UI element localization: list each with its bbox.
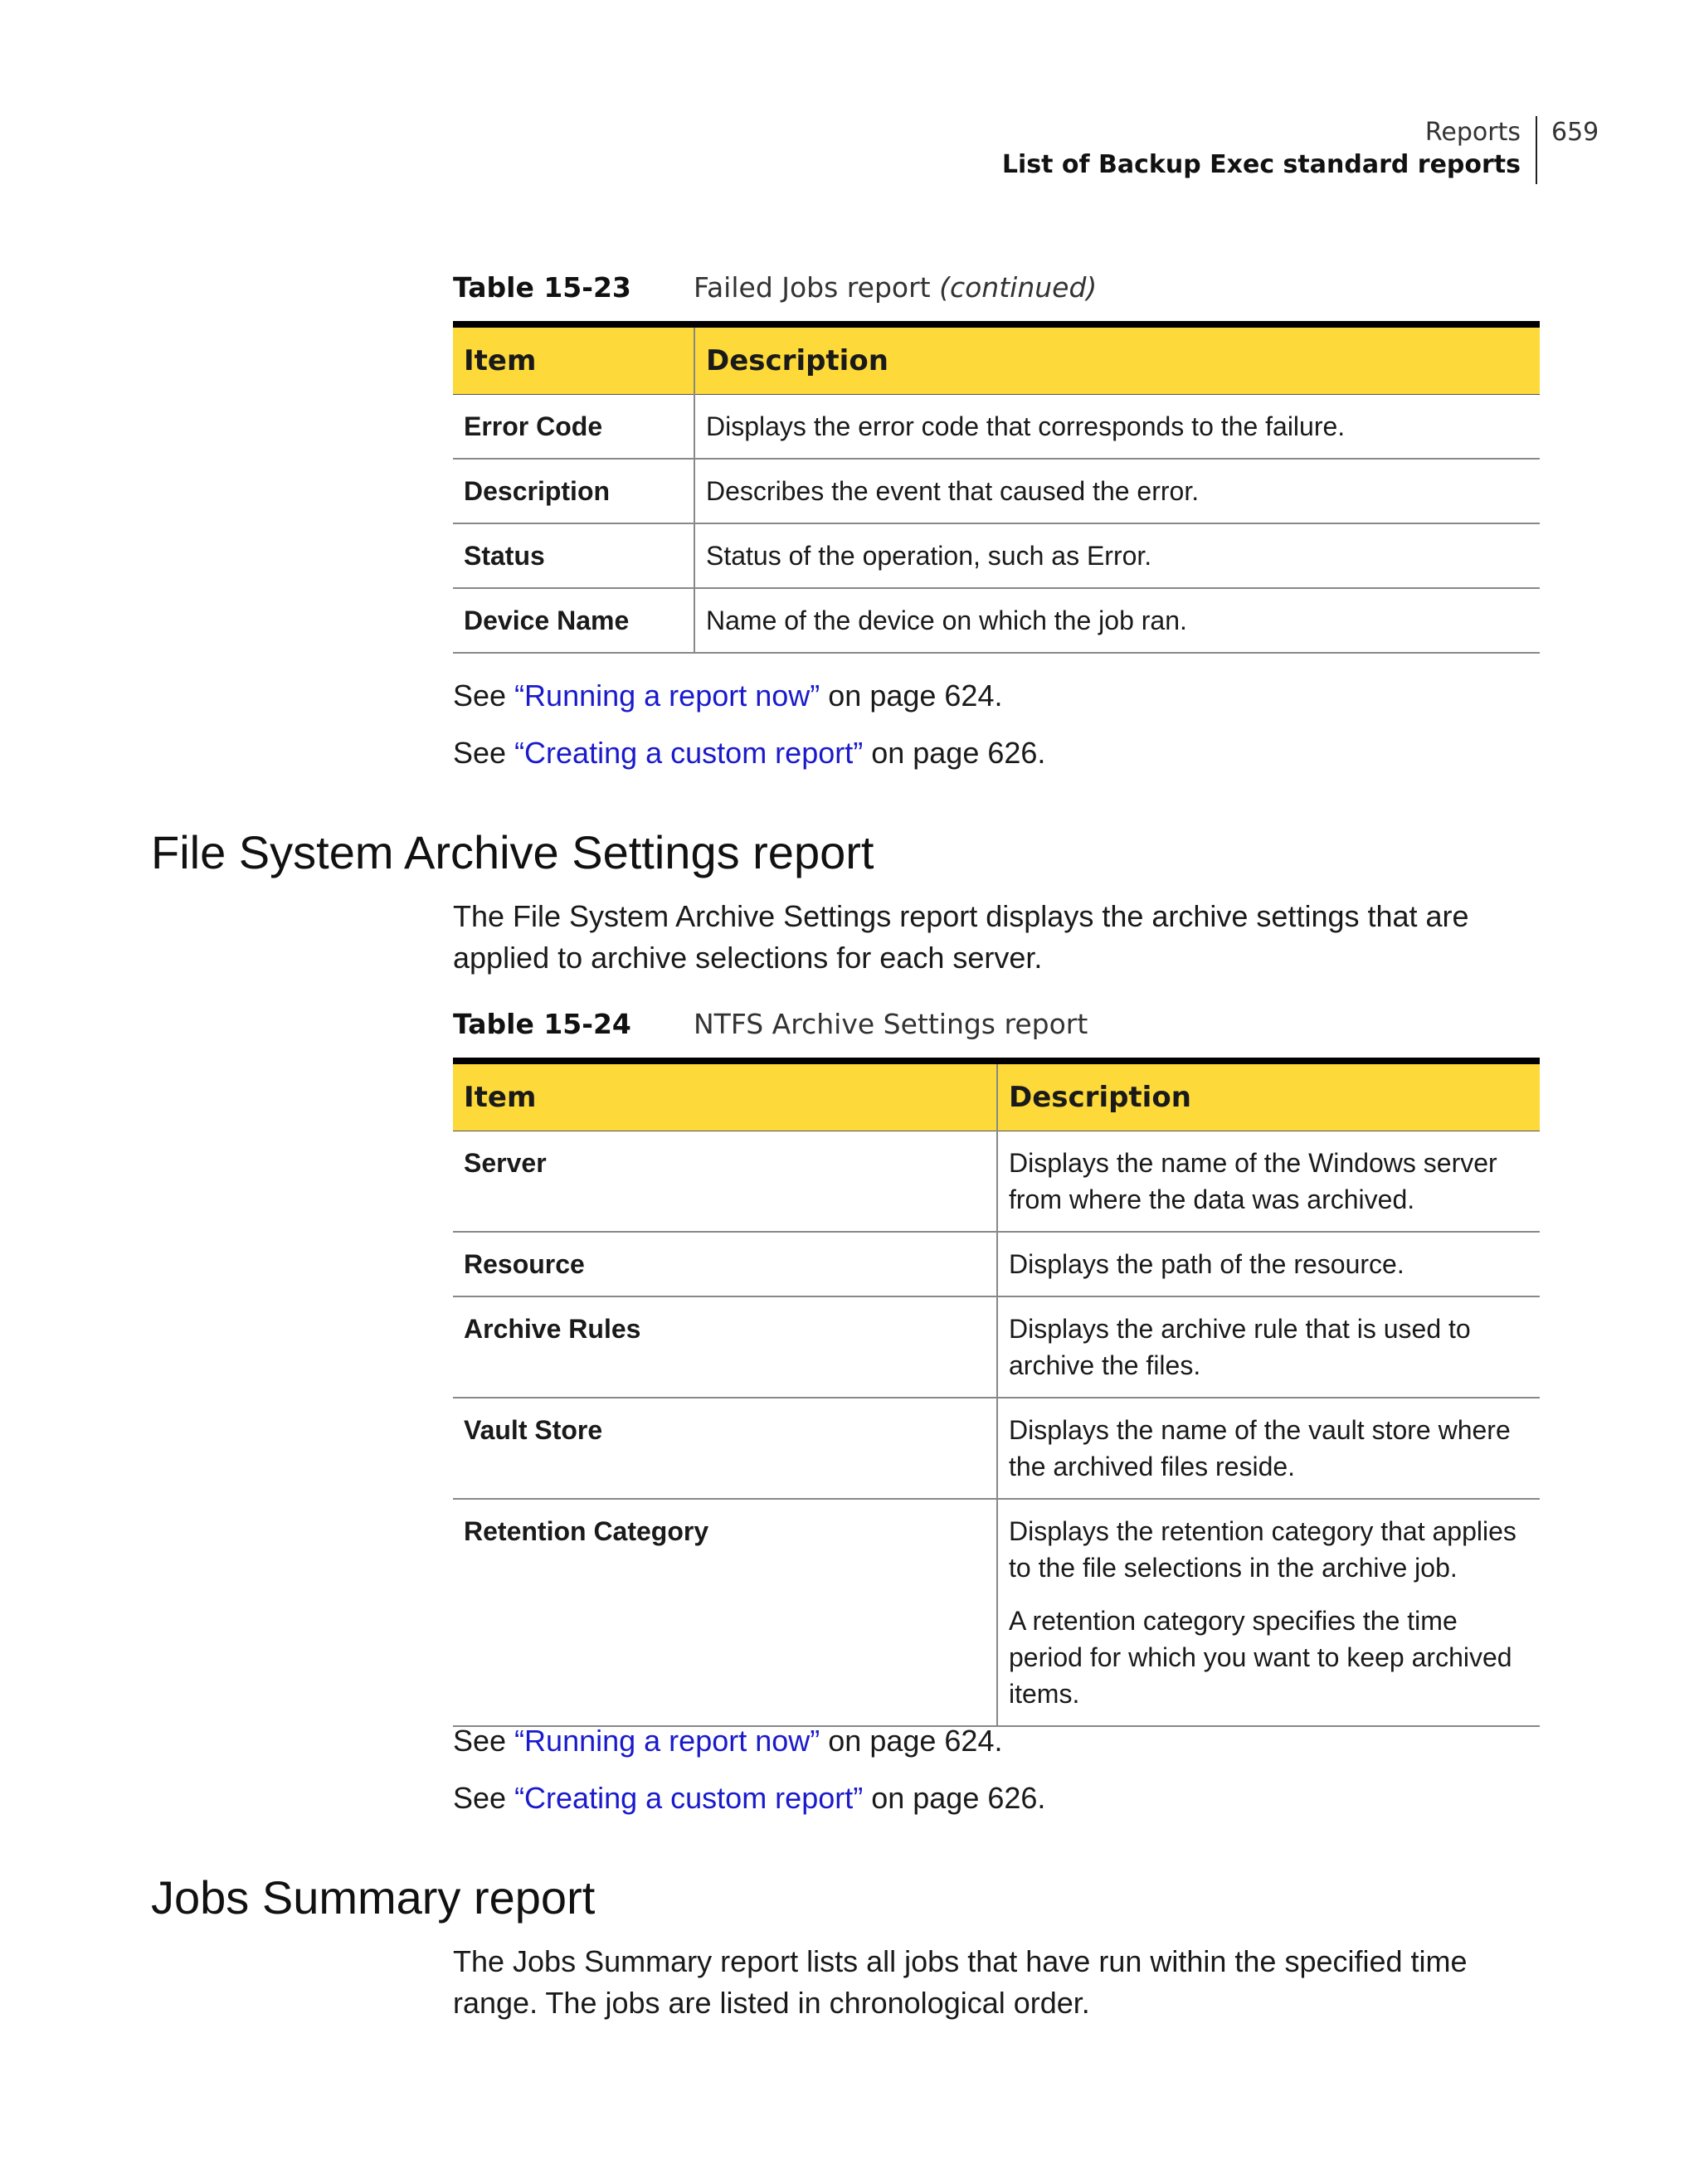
- row-item: Resource: [453, 1232, 997, 1296]
- references-block-1: [453, 676, 1540, 773]
- custom-report-link[interactable]: “Creating a custom report”: [514, 1781, 864, 1815]
- row-description: [997, 1131, 1540, 1233]
- failed-jobs-table: [453, 321, 1540, 654]
- row-item: Vault Store: [453, 1398, 997, 1499]
- description-paragraph: Displays the retention category that applies to the file selections in the archive job.: [1009, 1516, 1516, 1583]
- row-description: Name of the device on which the job ran.: [694, 588, 1540, 653]
- table-number: Table 15-23: [453, 271, 631, 304]
- row-description: Status of the operation, such as Error.: [694, 523, 1540, 588]
- header-subsection: List of Backup Exec standard reports: [1001, 150, 1521, 179]
- section-body-block: [453, 1941, 1540, 2024]
- header-section: Reports: [1424, 118, 1521, 147]
- row-item: Error Code: [453, 395, 694, 460]
- section-body: The Jobs Summary report lists all jobs that have run within the specified time range. The jobs are listed in chronological order.: [453, 1944, 1468, 2020]
- cross-reference: [453, 1721, 1540, 1761]
- description-paragraph: A retention category specifies the time period for which you want to keep archived items.: [1009, 1606, 1512, 1709]
- section-body: The File System Archive Settings report displays the archive settings that are applied to archive selections for each server.: [453, 899, 1469, 975]
- table-row: [453, 459, 1540, 523]
- row-item: Archive Rules: [453, 1296, 997, 1398]
- row-description: [997, 1398, 1540, 1499]
- ref-suffix: on page 624.: [820, 1724, 1003, 1758]
- row-item: Status: [453, 523, 694, 588]
- page-number: 659: [1551, 118, 1599, 147]
- row-item: Device Name: [453, 588, 694, 653]
- table-15-24-block: [453, 1006, 1540, 1727]
- column-header-description: Description: [997, 1061, 1540, 1131]
- table-row: [453, 523, 1540, 588]
- row-description: Describes the event that caused the error.: [694, 459, 1540, 523]
- description-paragraph: Displays the name of the Windows server from where the data was archived.: [1009, 1148, 1497, 1214]
- column-header-description: Description: [694, 324, 1540, 395]
- table-row: [453, 1499, 1540, 1726]
- row-item: Server: [453, 1131, 997, 1233]
- ref-prefix: See: [453, 1781, 515, 1815]
- ref-suffix: on page 624.: [820, 679, 1003, 713]
- table-row: [453, 1296, 1540, 1398]
- section-body-block: [453, 896, 1540, 979]
- row-description: [997, 1499, 1540, 1726]
- table-15-23-block: [453, 270, 1540, 654]
- table-row: [453, 588, 1540, 653]
- running-report-link[interactable]: “Running a report now”: [514, 1724, 820, 1758]
- column-header-item: Item: [453, 1061, 997, 1131]
- ref-suffix: on page 626.: [863, 736, 1046, 770]
- row-item: Description: [453, 459, 694, 523]
- table-row: [453, 1398, 1540, 1499]
- table-title: NTFS Archive Settings report: [694, 1008, 1088, 1040]
- section-heading: Jobs Summary report: [151, 1871, 596, 1924]
- ref-prefix: See: [453, 1724, 515, 1758]
- table-caption: [453, 1006, 1540, 1043]
- table-row: [453, 1131, 1540, 1233]
- description-paragraph: Displays the archive rule that is used to archive the files.: [1009, 1314, 1471, 1380]
- table-number: Table 15-24: [453, 1008, 631, 1040]
- row-item: Retention Category: [453, 1499, 997, 1726]
- table-row: [453, 395, 1540, 460]
- column-header-item: Item: [453, 324, 694, 395]
- row-description: Displays the error code that corresponds to the failure.: [694, 395, 1540, 460]
- table-title: Failed Jobs report: [694, 271, 931, 304]
- description-paragraph: Displays the name of the vault store where the archived files reside.: [1009, 1415, 1511, 1481]
- table-title-wrap: [694, 270, 1097, 306]
- table-row: [453, 1232, 1540, 1296]
- row-description: [997, 1296, 1540, 1398]
- references-block-2: [453, 1721, 1540, 1818]
- running-report-link[interactable]: “Running a report now”: [514, 679, 820, 713]
- description-paragraph: Displays the path of the resource.: [1009, 1249, 1404, 1279]
- cross-reference: [453, 1778, 1540, 1818]
- row-description: [997, 1232, 1540, 1296]
- cross-reference: [453, 733, 1540, 773]
- table-header-row: [453, 324, 1540, 395]
- table-title-suffix: (continued): [939, 271, 1098, 304]
- section-heading: File System Archive Settings report: [151, 826, 874, 878]
- ref-prefix: See: [453, 736, 515, 770]
- ref-prefix: See: [453, 679, 515, 713]
- table-caption: [453, 270, 1540, 306]
- custom-report-link[interactable]: “Creating a custom report”: [514, 736, 864, 770]
- running-header: [1002, 116, 1537, 184]
- cross-reference: [453, 676, 1540, 716]
- table-header-row: [453, 1061, 1540, 1131]
- ntfs-archive-settings-table: [453, 1058, 1540, 1727]
- ref-suffix: on page 626.: [863, 1781, 1046, 1815]
